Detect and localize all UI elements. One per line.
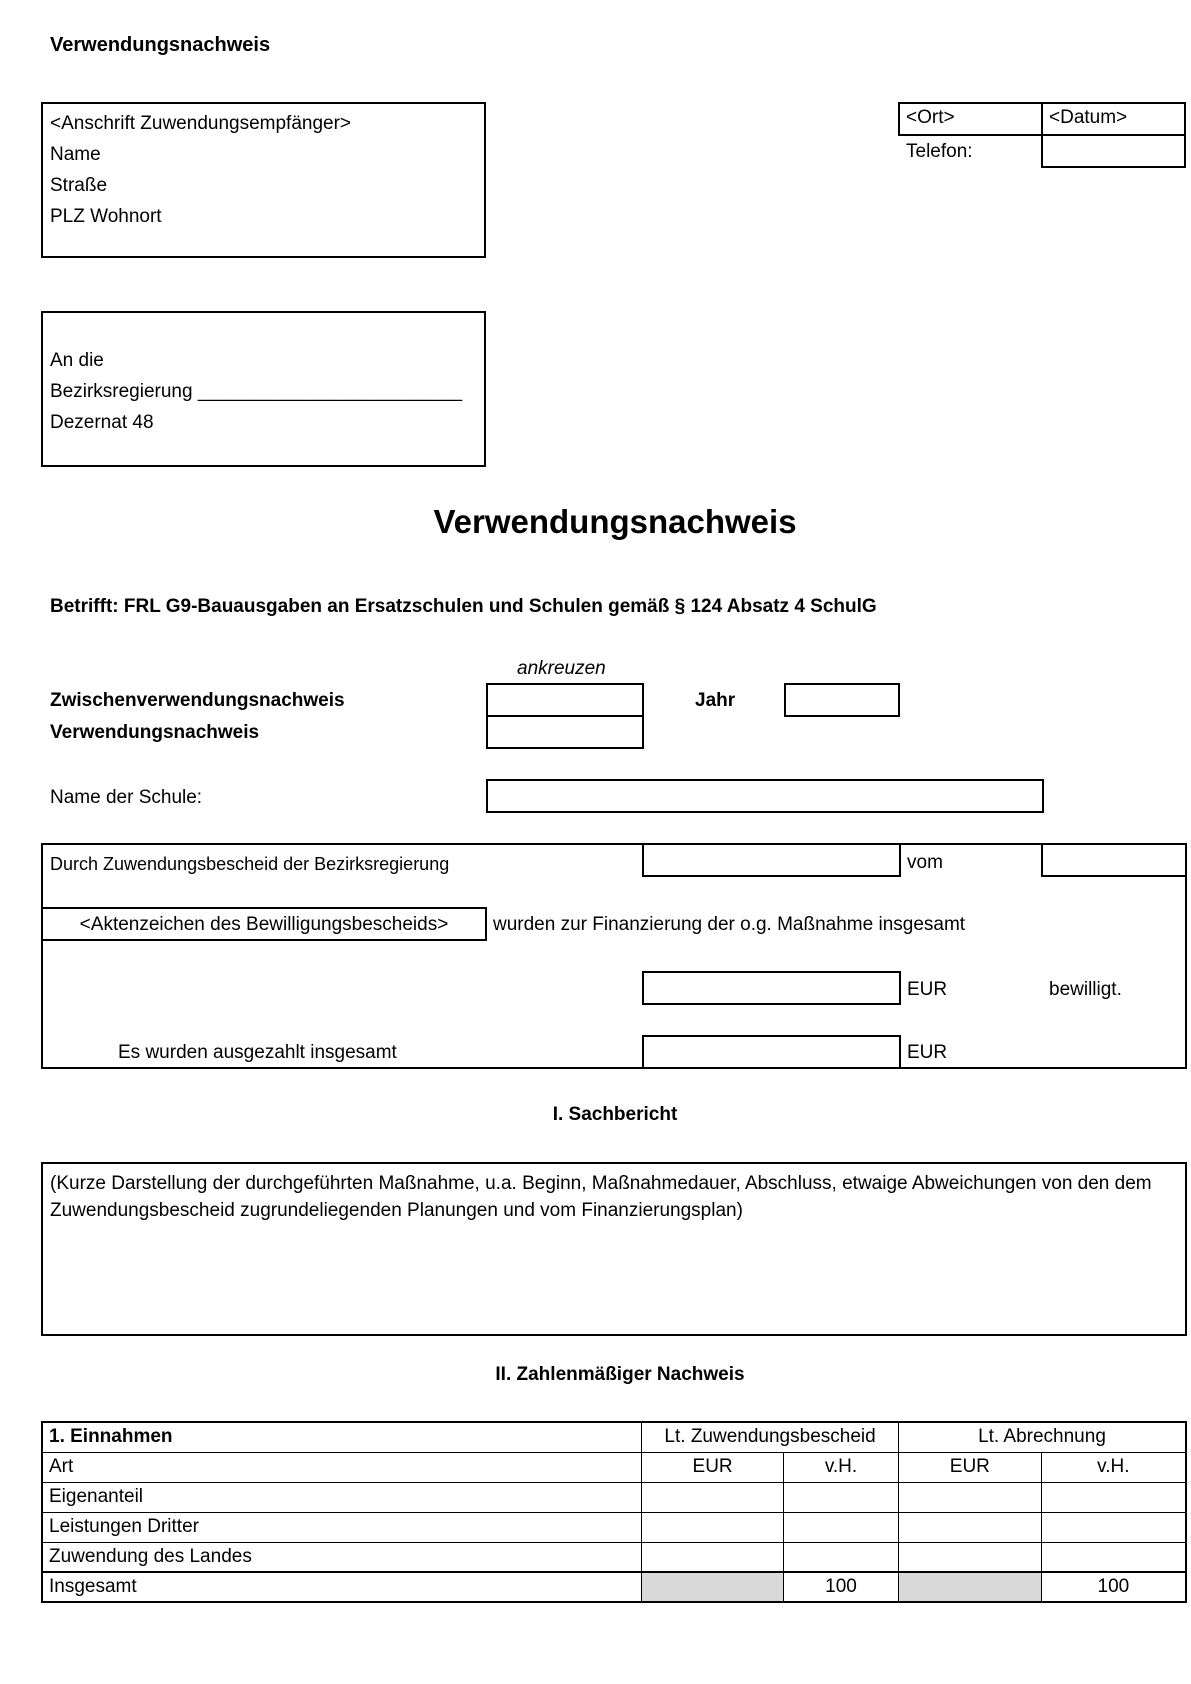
col-group-zuwendungsbescheid: Lt. Zuwendungsbescheid — [642, 1422, 899, 1452]
cell-input[interactable] — [642, 1512, 784, 1542]
cell-input[interactable] — [1041, 1482, 1186, 1512]
sender-name: Name — [50, 144, 101, 165]
grant-intro: Durch Zuwendungsbescheid der Bezirksregierung — [50, 854, 450, 874]
cell-input[interactable] — [784, 1482, 899, 1512]
sender-street: Straße — [50, 175, 108, 196]
eur-label-2: EUR — [907, 1042, 948, 1063]
sender-city: PLZ Wohnort — [50, 206, 162, 227]
ort-label: <Ort> — [906, 107, 955, 128]
total-vh-cell-2: 100 — [1041, 1572, 1186, 1602]
sender-address — [50, 108, 351, 232]
col-group-abrechnung: Lt. Abrechnung — [898, 1422, 1186, 1452]
cell-input[interactable] — [1041, 1512, 1186, 1542]
vom-label: vom — [907, 852, 943, 873]
ankreuzen-hint: ankreuzen — [517, 658, 606, 679]
table-row — [42, 1422, 1186, 1452]
aktenzeichen-label: <Aktenzeichen des Bewilligungsbescheids> — [79, 914, 449, 935]
vh-header-2: v.H. — [1041, 1452, 1186, 1482]
vom-date-field[interactable] — [1041, 843, 1187, 877]
datum-label: <Datum> — [1049, 107, 1128, 128]
cell-input[interactable] — [898, 1512, 1041, 1542]
cell-input[interactable] — [898, 1542, 1041, 1572]
grant-block — [41, 843, 1187, 1069]
document-header: Verwendungsnachweis — [50, 34, 271, 56]
table-row — [42, 1572, 1186, 1602]
sender-label: <Anschrift Zuwendungsempfänger> — [50, 113, 352, 134]
eur-header-2: EUR — [898, 1452, 1041, 1482]
row-label-leistungen-dritter: Leistungen Dritter — [42, 1512, 642, 1542]
total-eur-cell-2 — [898, 1572, 1041, 1602]
cell-input[interactable] — [1041, 1542, 1186, 1572]
total-eur-cell-1 — [642, 1572, 784, 1602]
cell-input[interactable] — [642, 1482, 784, 1512]
eur-header-1: EUR — [642, 1452, 784, 1482]
main-title: Verwendungsnachweis — [433, 503, 797, 540]
paid-label: Es wurden ausgezahlt insgesamt — [118, 1042, 397, 1063]
bewilligt-label: bewilligt. — [1049, 979, 1122, 1000]
option-verwendungsnachweis-label: Verwendungsnachweis — [50, 722, 260, 743]
cell-input[interactable] — [784, 1542, 899, 1572]
verwendungsnachweis-checkbox[interactable] — [486, 715, 644, 749]
sachbericht-instructions: (Kurze Darstellung der durchgeführten Maßnahme, u.a. Beginn, Maßnahmedauer, Abschluss, etwaige Abweichungen von den dem Zuwendungsbescheid zugrundeliegenden Planungen und vom Finanzierungsplan) — [50, 1173, 1152, 1221]
eur-label-1: EUR — [907, 979, 948, 1000]
section-sachbericht-title: I. Sachbericht — [552, 1104, 678, 1125]
telefon-field[interactable] — [1041, 134, 1186, 168]
recipient-line1: An die — [50, 350, 104, 371]
table-row — [42, 1542, 1186, 1572]
bezirksregierung-field[interactable] — [642, 843, 901, 877]
section-zahlenmaessiger-nachweis-title: II. Zahlenmäßiger Nachweis — [495, 1364, 745, 1385]
bewilligt-amount-field[interactable] — [642, 971, 901, 1005]
option-zwischenverwendungsnachweis-label: Zwischenverwendungsnachweis — [50, 690, 345, 711]
table-row — [42, 1512, 1186, 1542]
row-label-zuwendung-des-landes: Zuwendung des Landes — [42, 1542, 642, 1572]
art-header: Art — [42, 1452, 642, 1482]
school-name-label: Name der Schule: — [50, 787, 203, 808]
total-vh-cell-1: 100 — [784, 1572, 899, 1602]
cell-input[interactable] — [642, 1542, 784, 1572]
row-label-eigenanteil: Eigenanteil — [42, 1482, 642, 1512]
recipient-address — [50, 345, 462, 438]
table-row — [42, 1482, 1186, 1512]
jahr-label: Jahr — [695, 690, 736, 711]
paid-amount-field[interactable] — [642, 1035, 901, 1069]
school-name-field[interactable] — [486, 779, 1044, 813]
table-row — [42, 1452, 1186, 1482]
einnahmen-table — [41, 1421, 1187, 1603]
vh-header-1: v.H. — [784, 1452, 899, 1482]
zwischenverwendungsnachweis-checkbox[interactable] — [486, 683, 644, 717]
cell-input[interactable] — [898, 1482, 1041, 1512]
recipient-line3: Dezernat 48 — [50, 412, 154, 433]
jahr-field[interactable] — [784, 683, 900, 717]
subject-line: Betrifft: FRL G9-Bauausgaben an Ersatzschulen und Schulen gemäß § 124 Absatz 4 SchulG — [50, 596, 877, 617]
row-label-insgesamt: Insgesamt — [42, 1572, 642, 1602]
telefon-label: Telefon: — [906, 141, 973, 162]
financing-text: wurden zur Finanzierung der o.g. Maßnahme insgesamt — [493, 914, 966, 935]
cell-input[interactable] — [784, 1512, 899, 1542]
recipient-line2: Bezirksregierung _________________________ — [50, 381, 463, 402]
einnahmen-heading: 1. Einnahmen — [42, 1422, 642, 1452]
